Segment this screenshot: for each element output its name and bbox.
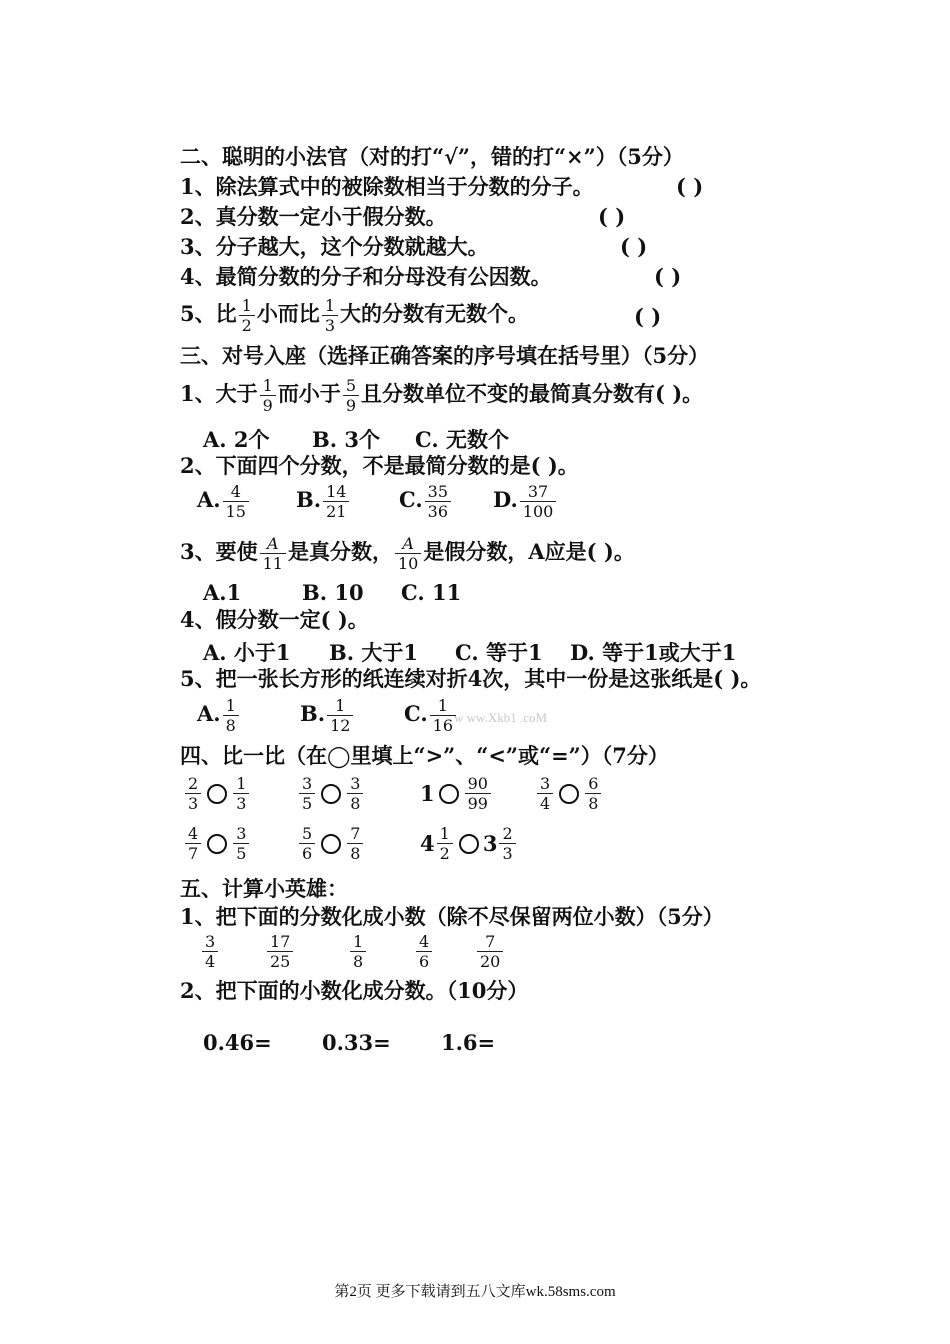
s2-question-3: 3、分子越大，这个分数就越大。 (180, 234, 489, 259)
s3-question-5: 5、把一张长方形的纸连续对折4次，其中一份是这张纸是( )。 (180, 666, 762, 691)
fraction: $\frac{A}{10}$ (395, 534, 421, 573)
fraction: $\frac{1}{9}$ (260, 376, 276, 415)
option-a[interactable]: A. 小于1 (203, 640, 291, 665)
compare-item: $\frac{5}{6}$ $\frac{7}{8}$ (297, 824, 365, 863)
answer-paren[interactable]: ( ) (634, 304, 662, 329)
decimal-item[interactable]: 1.6= (441, 1030, 496, 1055)
answer-paren[interactable]: ( ) (676, 174, 704, 199)
option-b[interactable]: B. 10 (302, 580, 364, 605)
section-4-heading: 四、比一比（在◯里填上“>”、“<”或“=”）（7分） (180, 743, 669, 768)
s5-question-1: 1、把下面的分数化成小数（除不尽保留两位小数）（5分） (180, 904, 724, 929)
compare-circle[interactable] (459, 834, 479, 854)
calc-fraction: $\frac{7}{20}$ (475, 932, 505, 971)
fraction: $\frac{4}{15}$ (223, 482, 249, 521)
option-a[interactable]: A. $\frac{1}{8}$ (197, 696, 241, 735)
page-footer: 第2页 更多下载请到五八文库wk.58sms.com (334, 1284, 616, 1300)
option-b[interactable]: B. 3个 (312, 427, 380, 452)
compare-item: 4 $\frac{1}{2}$ 3 $\frac{2}{3}$ (420, 824, 518, 863)
decimal-item[interactable]: 0.33= (322, 1030, 391, 1055)
fraction: $\frac{1}{2}$ (239, 296, 255, 335)
calc-fraction: $\frac{1}{8}$ (348, 932, 368, 971)
option-a[interactable]: A.1 (203, 580, 242, 605)
compare-circle[interactable] (321, 784, 341, 804)
answer-paren[interactable]: ( ) (620, 234, 648, 259)
option-c[interactable]: C. 等于1 (455, 640, 543, 665)
watermark: w ww.Xkb1 .coM (454, 710, 548, 725)
option-c[interactable]: C. $\frac{1}{16}$ (404, 696, 458, 735)
s3-question-4: 4、假分数一定( )。 (180, 607, 369, 632)
option-d[interactable]: D. 等于1或大于1 (570, 640, 737, 665)
s2-question-5: 5、比 $\frac{1}{2}$ 小而比 $\frac{1}{3}$ 大的分数有无数个。 (180, 296, 529, 335)
fraction: $\frac{35}{36}$ (425, 482, 451, 521)
compare-item: 1 $\frac{90}{99}$ (420, 774, 493, 813)
option-d[interactable]: D. $\frac{37}{100}$ (493, 482, 558, 521)
fraction: $\frac{14}{21}$ (323, 482, 349, 521)
option-c[interactable]: C. 11 (401, 580, 462, 605)
compare-item: $\frac{2}{3}$ $\frac{1}{3}$ (183, 774, 251, 813)
calc-fraction: $\frac{4}{6}$ (414, 932, 434, 971)
option-a[interactable]: A. 2个 (203, 427, 270, 452)
calc-fraction: $\frac{3}{4}$ (200, 932, 220, 971)
compare-circle[interactable] (439, 784, 459, 804)
calc-fraction: $\frac{17}{25}$ (265, 932, 295, 971)
compare-circle[interactable] (207, 834, 227, 854)
fraction: $\frac{A}{11}$ (260, 534, 286, 573)
option-b[interactable]: B. $\frac{1}{12}$ (300, 696, 355, 735)
fraction: $\frac{5}{9}$ (343, 376, 359, 415)
compare-item: $\frac{4}{7}$ $\frac{3}{5}$ (183, 824, 251, 863)
fraction: $\frac{1}{16}$ (430, 696, 456, 735)
s5-question-2: 2、把下面的小数化成分数。（10分） (180, 978, 529, 1003)
fraction: $\frac{1}{3}$ (322, 296, 338, 335)
compare-item: $\frac{3}{4}$ $\frac{6}{8}$ (535, 774, 603, 813)
option-a[interactable]: A. $\frac{4}{15}$ (197, 482, 251, 521)
s3-question-3: 3、要使 $\frac{A}{11}$ 是真分数， $\frac{A}{10}$ 是假分数，A应是( )。 (180, 534, 635, 573)
compare-item: $\frac{3}{5}$ $\frac{3}{8}$ (297, 774, 365, 813)
s2-question-2: 2、真分数一定小于假分数。 (180, 204, 447, 229)
fraction: $\frac{37}{100}$ (520, 482, 557, 521)
section-3-heading: 三、对号入座（选择正确答案的序号填在括号里）（5分） (180, 343, 710, 368)
compare-circle[interactable] (321, 834, 341, 854)
fraction: $\frac{1}{8}$ (223, 696, 239, 735)
option-c[interactable]: C. 无数个 (415, 427, 509, 452)
s2-question-4: 4、最简分数的分子和分母没有公因数。 (180, 264, 552, 289)
section-5-heading: 五、计算小英雄： (180, 876, 348, 901)
section-2-heading: 二、聪明的小法官（对的打“√”，错的打“×”）（5分） (180, 144, 684, 169)
decimal-item[interactable]: 0.46= (203, 1030, 272, 1055)
compare-circle[interactable] (559, 784, 579, 804)
option-c[interactable]: C. $\frac{35}{36}$ (399, 482, 453, 521)
compare-circle[interactable] (207, 784, 227, 804)
s3-question-1: 1、大于 $\frac{1}{9}$ 而小于 $\frac{5}{9}$ 且分数单位不变的最简真分数有( )。 (180, 376, 704, 415)
s2-question-1: 1、除法算式中的被除数相当于分数的分子。 (180, 174, 594, 199)
s3-question-2: 2、下面四个分数，不是最简分数的是( )。 (180, 453, 579, 478)
option-b[interactable]: B. $\frac{14}{21}$ (296, 482, 351, 521)
fraction: $\frac{1}{12}$ (327, 696, 353, 735)
answer-paren[interactable]: ( ) (598, 204, 626, 229)
option-b[interactable]: B. 大于1 (329, 640, 418, 665)
answer-paren[interactable]: ( ) (654, 264, 682, 289)
